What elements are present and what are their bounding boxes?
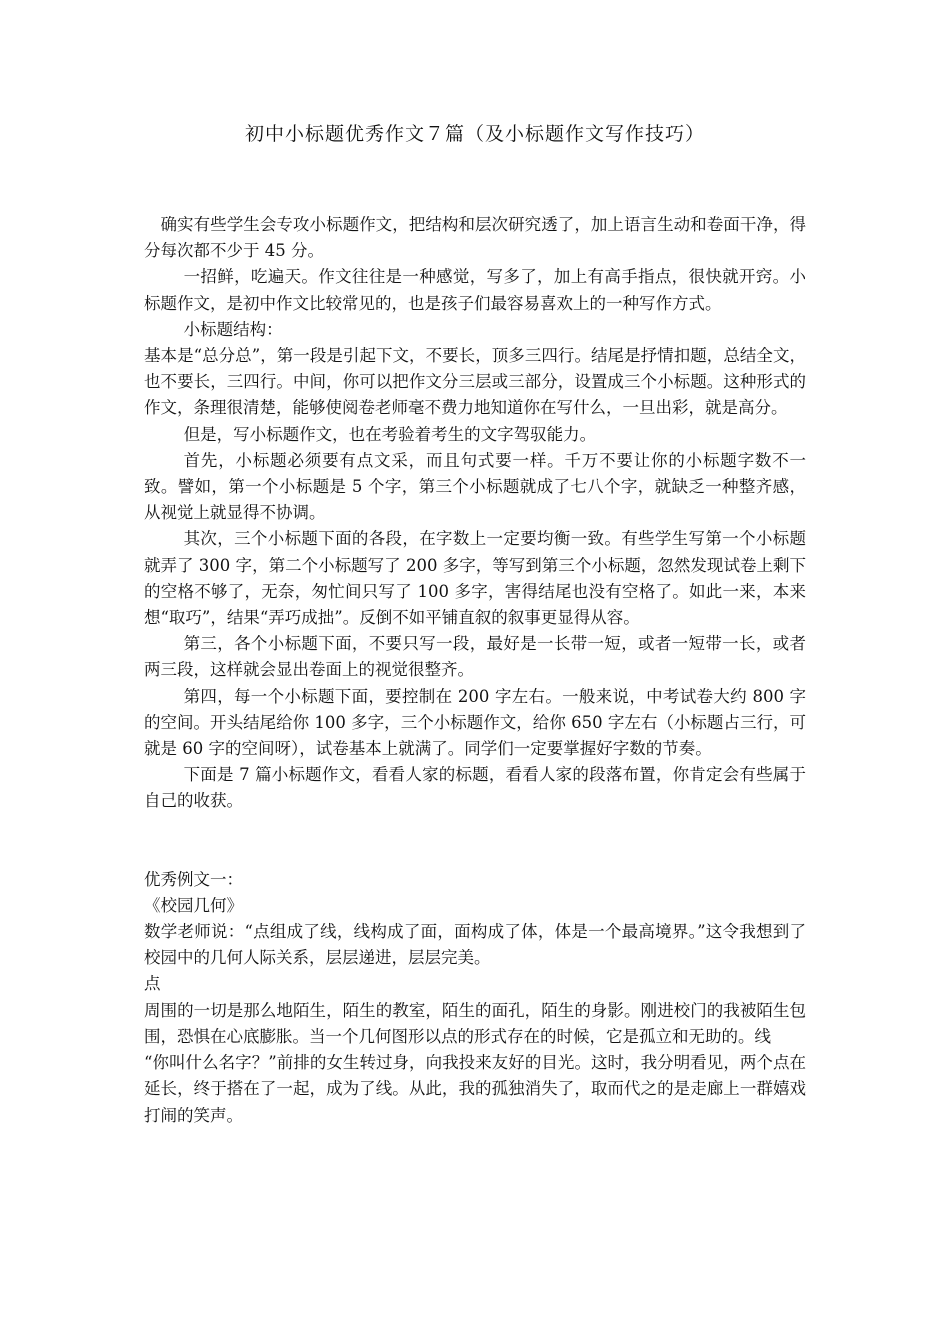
paragraph-third: 第三，各个小标题下面，不要只写一段，最好是一长带一短，或者一短带一长，或者两三段，这样就会显出卷面上的视觉很整齐。 (144, 634, 806, 680)
section-spacer (144, 815, 806, 867)
section-heading-structure: 小标题结构： (183, 319, 283, 339)
example-essay-title: 《校园几何》 (144, 895, 243, 915)
paragraph-fourth: 第四，每一个小标题下面，要控制在 200 字左右。一般来说，中考试卷大约 800 字的空间。开头结尾给你 100 多字，三个小标题作文，给你 650 字左右（小标题占三行，可就是 60 字的空间呀），试卷基本上就满了。同学们一定要掌握好字数的节奏。 (144, 686, 806, 759)
paragraph-structure: 基本是“总分总”，第一段是引起下文，不要长，顶多三四行。结尾是抒情扣题，总结全文，也不要长，三四行。中间，你可以把作文分三层或三部分，设置成三个小标题。这种形式的作文，条理很清楚，能够使阅卷老师毫不费力地知道你在写什么，一旦出彩，就是高分。 (144, 346, 806, 418)
document-title: 初中小标题优秀作文７篇（及小标题作文写作技巧） (244, 123, 705, 145)
paragraph-second: 其次，三个小标题下面的各段，在字数上一定要均衡一致。有些学生写第一个小标题就弄了 300 字，第二个小标题写了 200 多字，等写到第三个小标题，忽然发现试卷上剩下的空格不够了，无奈，匆忙间只写了 100 多字，害得结尾也没有空格了。如此一来，本来想“取巧”，结果“弄巧成拙”。反倒不如平铺直叙的叙事更显得从容。 (144, 529, 806, 628)
example-point-text: 周围的一切是那么地陌生，陌生的教室，陌生的面孔，陌生的身影。刚进校门的我被陌生包围，恐惧在心底膨胀。当一个几何图形以点的形式存在的时候，它是孤立和无助的。线 (144, 1000, 806, 1046)
example-intro: 数学老师说：“点组成了线，线构成了面，面构成了体，体是一个最高境界。”这令我想到了校园中的几何人际关系，层层递进，层层完美。 (144, 922, 806, 968)
paragraph-intro: 确实有些学生会专攻小标题作文，把结构和层次研究透了，加上语言生动和卷面干净，得分每次都不少于 45 分。 (144, 215, 806, 261)
document-body (144, 212, 806, 1129)
paragraph-closing: 下面是 7 篇小标题作文，看看人家的标题，看看人家的段落布置，你肯定会有些属于自己的收获。 (144, 765, 806, 811)
example-heading: 优秀例文一： (144, 869, 243, 889)
example-section-point: 点 (144, 974, 161, 994)
paragraph-tip: 一招鲜，吃遍天。作文往往是一种感觉，写多了，加上有高手指点，很快就开窍。小标题作文，是初中作文比较常见的，也是孩子们最容易喜欢上的一种写作方式。 (144, 267, 806, 313)
paragraph-first: 首先，小标题必须要有点文采，而且句式要一样。千万不要让你的小标题字数不一致。譬如，第一个小标题是 5 个字，第三个小标题就成了七八个字，就缺乏一种整齐感，从视觉上就显得不协调。 (144, 450, 806, 523)
paragraph-however: 但是，写小标题作文，也在考验着考生的文字驾驭能力。 (183, 424, 597, 444)
example-line-text: “你叫什么名字？”前排的女生转过身，向我投来友好的目光。这时，我分明看见，两个点在延长，终于搭在了一起，成为了线。从此，我的孤独消失了，取而代之的是走廊上一群嬉戏打闹的笑声。 (144, 1053, 806, 1125)
